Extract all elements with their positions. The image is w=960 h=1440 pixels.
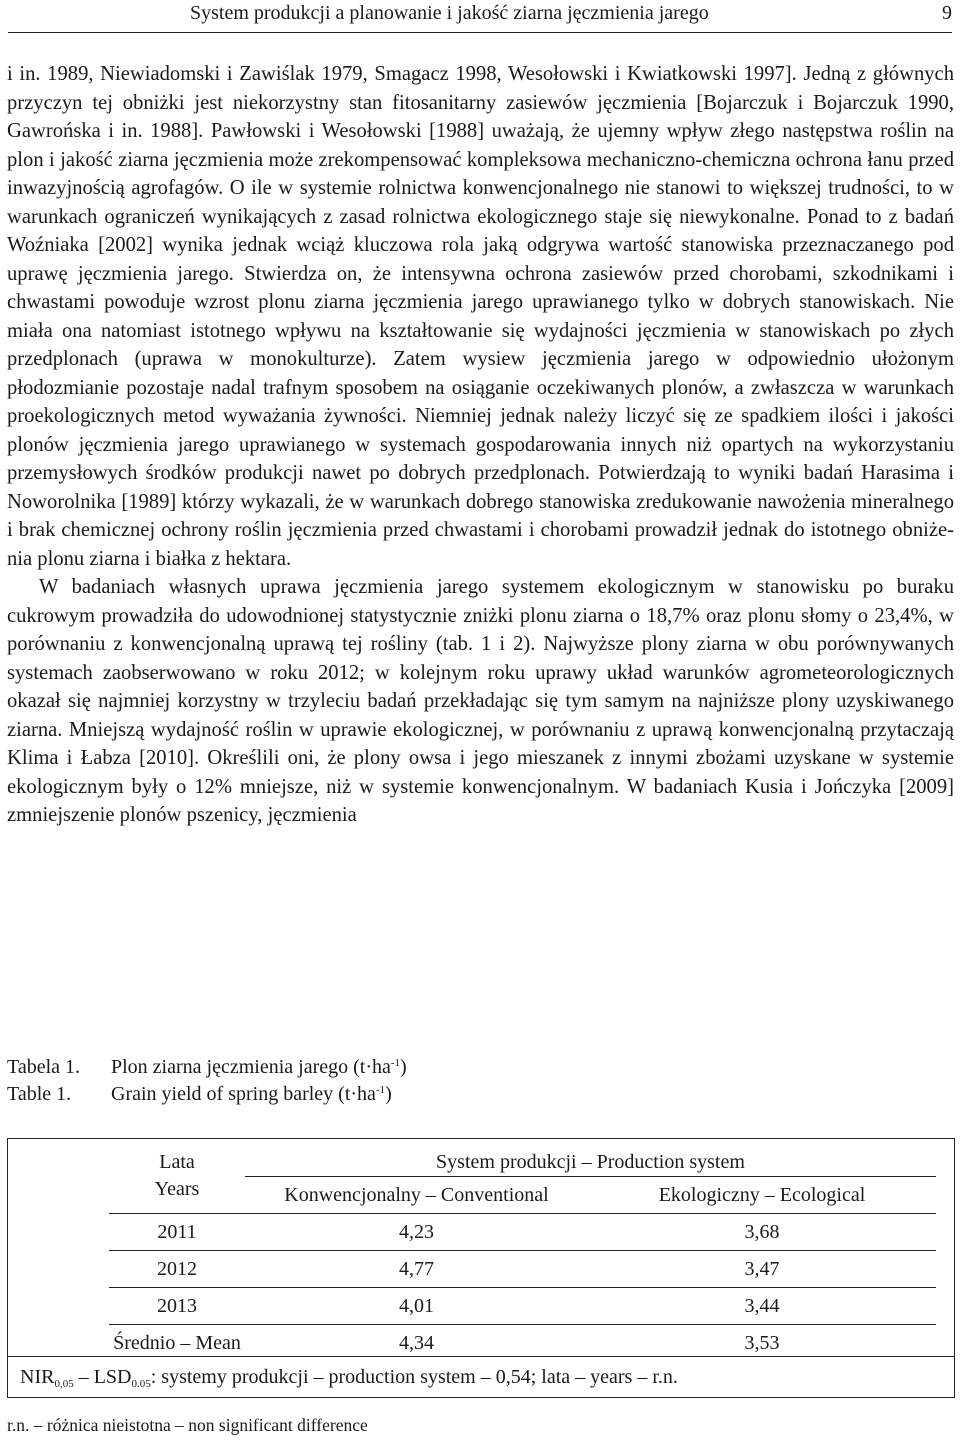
system-header: System produkcji – Production system bbox=[245, 1139, 936, 1177]
note-dash: – bbox=[73, 1366, 94, 1388]
years-header-pl: Lata bbox=[159, 1151, 195, 1173]
table-row bbox=[109, 1214, 936, 1251]
year-cell: 2013 bbox=[109, 1288, 245, 1325]
ecological-cell: 3,44 bbox=[588, 1288, 936, 1325]
caption-title: Grain yield of spring barley (t·ha bbox=[111, 1083, 376, 1105]
paragraph: W badaniach własnych uprawa jęczmienia jarego systemem ekologicznym w stanowisku po buraku cukrowym prowadziła do udowodnionej statystycznie zniżki plonu ziarna o 18,7% oraz plonu słomy o 23,4%, w porównaniu z konwencjonalną uprawą tej rośliny (tab. 1 i 2). Najwyższe plony ziarna w obu porównywanych systemach zaobserwowano w roku 2012; w kolejnym roku uprawy układ warunków agrometeorologicznych okazał się najmniej korzystny w trzyleciu badań przekładając się tym samym na najniższe plony uzyskiwanego ziarna. Mniejszą wydajność roślin w uprawie ekologicznej, w porównaniu z uprawą konwencjonalną przytaczają Klima i Łabza [2010]. Określili oni, że plony owsa i jego mieszanek z innymi zbożami uzyskane w systemie ekologicznym były o 12% mniejsze, niż w systemie konwencjonalnym. W badaniach Kusia i Jończyka [2009] zmniejszenie plonów pszenicy, jęczmienia bbox=[7, 576, 954, 826]
caption-label: Tabela 1. bbox=[7, 1056, 81, 1078]
year-cell: Średnio – Mean bbox=[113, 1331, 241, 1354]
ecological-cell: 3,53 bbox=[744, 1331, 780, 1354]
table-caption-pl bbox=[7, 1055, 407, 1079]
column-header-ecological: Ekologiczny – Ecological bbox=[588, 1177, 936, 1214]
nir-subscript: 0,05 bbox=[54, 1378, 74, 1390]
conventional-cell: 4,23 bbox=[245, 1214, 588, 1251]
page-number: 9 bbox=[942, 2, 952, 24]
table-header-row bbox=[109, 1139, 936, 1177]
yield-table-box bbox=[7, 1138, 955, 1398]
running-title: System produkcji a planowanie i jakość ziarna jęczmienia jarego bbox=[190, 2, 709, 24]
running-header bbox=[8, 0, 952, 33]
table-divider bbox=[8, 1356, 954, 1357]
ecological-cell: 3,47 bbox=[588, 1251, 936, 1288]
caption-label: Table 1. bbox=[7, 1083, 72, 1105]
lsd-subscript: 0.05 bbox=[131, 1378, 151, 1390]
body-text bbox=[7, 60, 954, 830]
years-header bbox=[109, 1139, 245, 1214]
caption-close: ) bbox=[400, 1056, 407, 1078]
conventional-cell: 4,01 bbox=[245, 1288, 588, 1325]
table-row bbox=[109, 1251, 936, 1288]
conventional-cell: 4,77 bbox=[245, 1251, 588, 1288]
table-row bbox=[109, 1288, 936, 1325]
year-cell: 2012 bbox=[109, 1251, 245, 1288]
yield-table bbox=[109, 1139, 936, 1361]
conventional-cell: 4,34 bbox=[399, 1331, 434, 1354]
caption-exponent: -1 bbox=[375, 1084, 386, 1096]
ecological-cell: 3,68 bbox=[588, 1214, 936, 1251]
note-text: : systemy produkcji – production system – 0,54; lata – years – r.n. bbox=[150, 1366, 678, 1388]
lsd-label: LSD bbox=[93, 1366, 132, 1388]
years-header-en: Years bbox=[154, 1178, 200, 1200]
caption-exponent: -1 bbox=[390, 1057, 401, 1069]
column-header-conventional: Konwencjonalny – Conventional bbox=[245, 1177, 588, 1214]
table-caption-en bbox=[7, 1082, 392, 1106]
caption-close: ) bbox=[385, 1083, 392, 1105]
paragraph: i in. 1989, Niewiadomski i Zawiślak 1979, Smagacz 1998, Wesołowski i Kwiatkowski 1997]. Jedną z głównych przyczyn tej obniżki jest niekorzystny stan fitosanitarny zasiewów jęczmienia [Bojarczuk i Bojarczuk 1990, Gawrońska i in. 1988]. Pawłowski i Wesołowski [1988] uważają, że ujemny wpływ złego następstwa roślin na plon i jakość ziarna jęczmienia może zrekompensować kompleksowa mechaniczno-chemiczna ochrona łanu przed inwazyjnością agrofagów. O ile w systemie rolnictwa konwencjonalnego nie stanowi to większej trudności, to w warunkach ograniczeń wynikających z zasad rolnictwa ekologicznego staje się niewykonalne. Ponad to z badań Woźniaka [2002] wynika jednak wciąż kluczowa rola jaką odgrywa wartość stanowiska przeznaczanego pod uprawę jęczmienia jarego. Stwierdza on, że intensywna ochrona zasiewów przed chorobami, szkodnikami i chwastami powoduje wzrost plonu ziarna jęczmienia jarego uprawianego tylko w dobrych stanowiskach. Nie miała ona natomiast istotnego wpływu na kształtowanie się wydajności jęczmienia w stanowiskach po złych przedplonach (uprawa w monokulturze). Zatem wysiew jęczmienia jarego w odpowiednio ułożonym płodozmianie pozostaje nadal trafnym sposobem na osiąganie oczekiwanych plonów, a zwłaszcza w warunkach proekologicznych metod wyważania żywności. Niemniej jednak należy liczyć się ze spadkiem ilości i jakości plonów jęczmienia jarego uprawianego w systemach gospodarowania innych niż opartych na wykorzystaniu przemysłowych środków produkcji nawet po dobrych przedplonach. Potwierdzają to wyniki badań Harasima i Noworolnika [1989] którzy wykazali, że w warunkach dobrego stanowiska zredukowanie nawożenia mineralnego i brak chemicznej ochrony roślin jęczmienia przed chwastami i chorobami prowadził jednak do istotnego obniżenia plonu ziarna i białka z hektara. bbox=[7, 63, 954, 570]
lsd-note bbox=[20, 1365, 678, 1389]
caption-title: Plon ziarna jęczmienia jarego (t·ha bbox=[111, 1056, 391, 1078]
footnote: r.n. – różnica nieistotna – non significant difference bbox=[7, 1415, 368, 1435]
nir-label: NIR bbox=[20, 1366, 55, 1388]
year-cell: 2011 bbox=[109, 1214, 245, 1251]
